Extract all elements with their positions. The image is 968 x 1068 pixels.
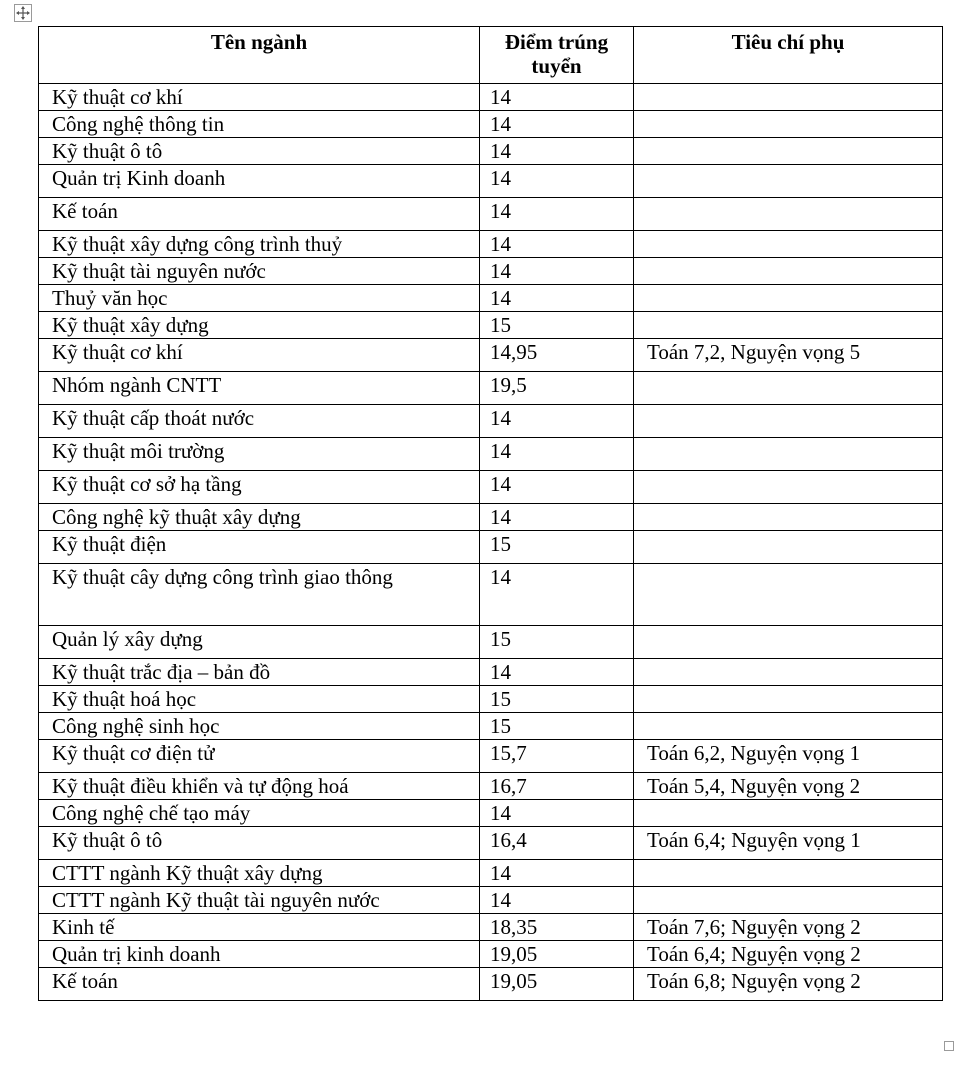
major-name-cell: Kế toán [39,198,480,231]
major-name-cell: Kỹ thuật xây dựng [39,312,480,339]
major-name-cell: Quản trị Kinh doanh [39,165,480,198]
major-name-cell: Kỹ thuật môi trường [39,438,480,471]
table-row [39,231,943,258]
secondary-criteria-cell: Toán 5,4, Nguyện vọng 2 [634,773,943,800]
table-body [39,84,943,1001]
table-row [39,438,943,471]
table-row [39,564,943,626]
secondary-criteria-cell [634,887,943,914]
major-name-cell: Kế toán [39,968,480,1001]
admission-score-cell: 16,7 [480,773,634,800]
admission-score-cell: 14 [480,138,634,165]
secondary-criteria-cell [634,860,943,887]
major-name-cell: Công nghệ thông tin [39,111,480,138]
admission-score-cell: 15 [480,686,634,713]
table-header-row [39,27,943,84]
secondary-criteria-cell [634,800,943,827]
secondary-criteria-cell: Toán 7,2, Nguyện vọng 5 [634,339,943,372]
secondary-criteria-cell [634,626,943,659]
admission-score-cell: 19,05 [480,941,634,968]
secondary-criteria-cell [634,438,943,471]
admission-score-cell: 19,5 [480,372,634,405]
major-name-cell: Kỹ thuật ô tô [39,827,480,860]
table-row [39,339,943,372]
admission-score-cell: 14 [480,504,634,531]
major-name-cell: Kỹ thuật cơ khí [39,84,480,111]
table-row [39,659,943,686]
table-row [39,372,943,405]
major-name-cell: Kinh tế [39,914,480,941]
table-row [39,84,943,111]
table-row [39,258,943,285]
major-name-cell: Kỹ thuật trắc địa – bản đồ [39,659,480,686]
table-row [39,740,943,773]
admission-score-cell: 15,7 [480,740,634,773]
major-name-cell: Quản trị kinh doanh [39,941,480,968]
secondary-criteria-cell: Toán 6,4; Nguyện vọng 2 [634,941,943,968]
major-name-cell: Kỹ thuật cơ điện tử [39,740,480,773]
secondary-criteria-cell [634,231,943,258]
secondary-criteria-cell [634,84,943,111]
admission-score-cell: 14 [480,198,634,231]
admission-score-cell: 15 [480,531,634,564]
admission-scores-table [38,26,943,1001]
table-row [39,285,943,312]
major-name-cell: Kỹ thuật hoá học [39,686,480,713]
admission-score-cell: 14 [480,285,634,312]
secondary-criteria-cell [634,504,943,531]
table-row [39,827,943,860]
table-row [39,713,943,740]
table-row [39,405,943,438]
admission-score-cell: 14 [480,165,634,198]
table-row [39,471,943,504]
secondary-criteria-cell [634,165,943,198]
major-name-cell: Kỹ thuật cơ sở hạ tầng [39,471,480,504]
secondary-criteria-cell [634,564,943,626]
secondary-criteria-cell [634,659,943,686]
major-name-cell: Kỹ thuật cơ khí [39,339,480,372]
admission-score-cell: 18,35 [480,914,634,941]
admission-score-cell: 14 [480,564,634,626]
admission-score-cell: 15 [480,626,634,659]
admission-score-cell: 14 [480,800,634,827]
secondary-criteria-cell: Toán 6,8; Nguyện vọng 2 [634,968,943,1001]
admission-score-cell: 14 [480,111,634,138]
admission-score-cell: 14 [480,887,634,914]
table-row [39,968,943,1001]
table-row [39,198,943,231]
secondary-criteria-cell: Toán 6,2, Nguyện vọng 1 [634,740,943,773]
table-row [39,773,943,800]
major-name-cell: Thuỷ văn học [39,285,480,312]
table-row [39,312,943,339]
secondary-criteria-cell [634,285,943,312]
major-name-cell: Kỹ thuật điều khiển và tự động hoá [39,773,480,800]
table-row [39,860,943,887]
admission-score-cell: 14 [480,405,634,438]
secondary-criteria-cell [634,138,943,165]
header-major-name: Tên ngành [39,27,480,84]
table-row [39,887,943,914]
secondary-criteria-cell [634,258,943,285]
secondary-criteria-cell [634,713,943,740]
table-resize-handle[interactable] [944,1041,954,1051]
major-name-cell: Nhóm ngành CNTT [39,372,480,405]
secondary-criteria-cell [634,198,943,231]
admission-score-cell: 14 [480,84,634,111]
admission-score-cell: 14 [480,471,634,504]
admission-score-cell: 14 [480,231,634,258]
major-name-cell: Kỹ thuật ô tô [39,138,480,165]
secondary-criteria-cell [634,405,943,438]
major-name-cell: Quản lý xây dựng [39,626,480,659]
admission-score-cell: 14 [480,659,634,686]
table-row [39,531,943,564]
table-row [39,626,943,659]
table-row [39,800,943,827]
table-row [39,138,943,165]
table-row [39,504,943,531]
major-name-cell: Kỹ thuật tài nguyên nước [39,258,480,285]
secondary-criteria-cell: Toán 6,4; Nguyện vọng 1 [634,827,943,860]
admission-score-cell: 15 [480,713,634,740]
table-row [39,165,943,198]
major-name-cell: Công nghệ sinh học [39,713,480,740]
table-row [39,686,943,713]
major-name-cell: CTTT ngành Kỹ thuật tài nguyên nước [39,887,480,914]
major-name-cell: Kỹ thuật cây dựng công trình giao thông [39,564,480,626]
table-row [39,111,943,138]
major-name-cell: CTTT ngành Kỹ thuật xây dựng [39,860,480,887]
secondary-criteria-cell [634,471,943,504]
admission-score-cell: 14 [480,438,634,471]
secondary-criteria-cell [634,531,943,564]
major-name-cell: Công nghệ kỹ thuật xây dựng [39,504,480,531]
table-row [39,914,943,941]
table-move-handle-icon[interactable] [14,4,32,22]
admission-score-cell: 14 [480,860,634,887]
secondary-criteria-cell: Toán 7,6; Nguyện vọng 2 [634,914,943,941]
admission-score-cell: 15 [480,312,634,339]
secondary-criteria-cell [634,111,943,138]
secondary-criteria-cell [634,372,943,405]
admission-score-cell: 14,95 [480,339,634,372]
major-name-cell: Kỹ thuật xây dựng công trình thuỷ [39,231,480,258]
major-name-cell: Công nghệ chế tạo máy [39,800,480,827]
admission-score-cell: 14 [480,258,634,285]
secondary-criteria-cell [634,686,943,713]
header-secondary-criteria: Tiêu chí phụ [634,27,943,84]
table-row [39,941,943,968]
secondary-criteria-cell [634,312,943,339]
header-admission-score: Điểm trúng tuyển [480,27,634,84]
major-name-cell: Kỹ thuật cấp thoát nước [39,405,480,438]
major-name-cell: Kỹ thuật điện [39,531,480,564]
admission-score-cell: 19,05 [480,968,634,1001]
admission-score-cell: 16,4 [480,827,634,860]
